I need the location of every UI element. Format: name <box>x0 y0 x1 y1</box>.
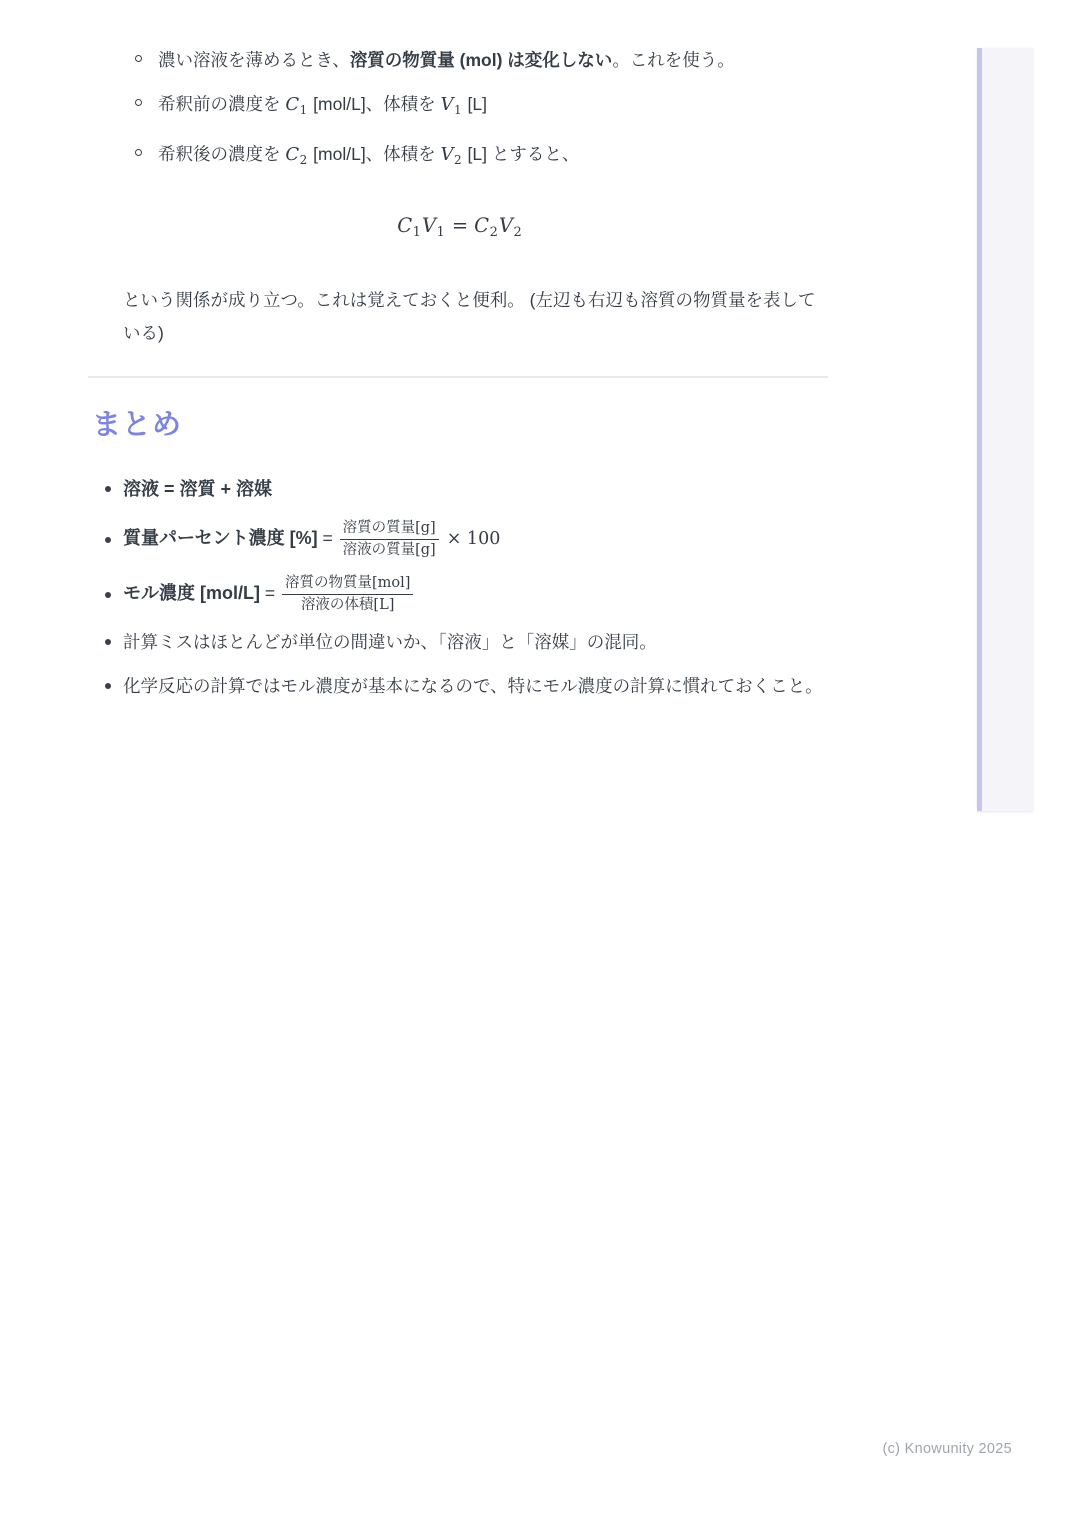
math-variable: V <box>440 144 454 165</box>
note-text-bold: 溶質の物質量 (mol) は変化しない <box>349 50 613 70</box>
disc-bullet-icon <box>105 486 111 492</box>
fraction-numerator: 溶質の物質量[mol] <box>282 574 413 595</box>
disc-bullet-icon <box>105 537 111 543</box>
dilution-note-item <box>92 138 828 176</box>
summary-bold-text: 溶液 = 溶質 + 溶媒 <box>123 479 273 499</box>
circle-bullet-icon <box>135 55 142 62</box>
summary-item <box>92 473 828 505</box>
fraction-denominator: 溶液の体積[L] <box>300 596 395 613</box>
fraction-numerator: 溶質の質量[g] <box>340 519 439 540</box>
math-subscript: 2 <box>454 153 462 167</box>
formula-explanation-paragraph: という関係が成り立つ。これは覚えておくと便利。 (左辺も右辺も溶質の物質量を表している) <box>123 290 816 343</box>
math-subscript: 2 <box>513 225 522 240</box>
summary-heading: まとめ <box>92 409 183 441</box>
document-page-content <box>92 44 828 714</box>
math-subscript: 1 <box>454 103 462 117</box>
math-subscript: 1 <box>412 225 421 240</box>
disc-bullet-icon <box>105 592 111 598</box>
math-variable: V <box>440 94 454 115</box>
circle-bullet-icon <box>135 149 142 156</box>
times-100-suffix: × 100 <box>446 528 501 549</box>
equals-sign: = <box>260 582 280 603</box>
disc-bullet-icon <box>105 639 111 645</box>
copyright-text: (c) Knowunity 2025 <box>882 1441 1012 1457</box>
note-text: 希釈後の濃度を <box>158 144 286 164</box>
dilution-note-item <box>92 88 828 126</box>
summary-list <box>92 473 828 702</box>
summary-item <box>92 517 828 562</box>
summary-bold-text: 質量パーセント濃度 [%] <box>123 527 318 548</box>
math-variable: V <box>498 214 513 237</box>
equals-sign: = <box>317 527 338 548</box>
note-text: 。これを使う。 <box>612 50 735 70</box>
summary-text: 計算ミスはほとんどが単位の間違いか、「溶液」と「溶媒」の混同。 <box>123 632 657 653</box>
dilution-formula <box>92 214 828 240</box>
summary-text: 化学反応の計算ではモル濃度が基本になるので、特にモル濃度の計算に慣れておくこと。 <box>123 676 823 697</box>
disc-bullet-icon <box>105 683 111 689</box>
circle-bullet-icon <box>135 99 142 106</box>
math-variable: C <box>285 94 300 115</box>
equals-sign: = <box>451 214 469 237</box>
note-text: 濃い溶液を薄めるとき、 <box>158 50 350 70</box>
note-text: [L] <box>462 94 488 114</box>
dilution-note-item <box>92 44 828 76</box>
note-text: 希釈前の濃度を <box>158 94 286 114</box>
summary-item <box>92 670 828 702</box>
dilution-notes-list <box>92 44 828 176</box>
math-subscript: 2 <box>299 153 308 167</box>
section-divider <box>88 376 828 378</box>
math-subscript: 1 <box>299 103 308 117</box>
summary-bold-text: モル濃度 [mol/L] <box>123 582 260 603</box>
math-variable: C <box>474 214 490 237</box>
math-variable: C <box>285 144 300 165</box>
summary-item <box>92 572 828 617</box>
note-text: [L] とすると、 <box>462 144 580 164</box>
next-page-preview-edge[interactable] <box>977 48 1033 811</box>
molar-concentration-fraction <box>282 574 413 615</box>
math-variable: C <box>397 214 413 237</box>
math-subscript: 1 <box>436 225 445 240</box>
note-text: [mol/L]、体積を <box>308 144 441 164</box>
summary-item <box>92 626 828 658</box>
mass-percent-fraction <box>340 519 439 560</box>
note-text: [mol/L]、体積を <box>308 94 441 114</box>
fraction-denominator: 溶液の質量[g] <box>342 541 436 558</box>
math-subscript: 2 <box>489 225 498 240</box>
math-variable: V <box>421 214 437 237</box>
